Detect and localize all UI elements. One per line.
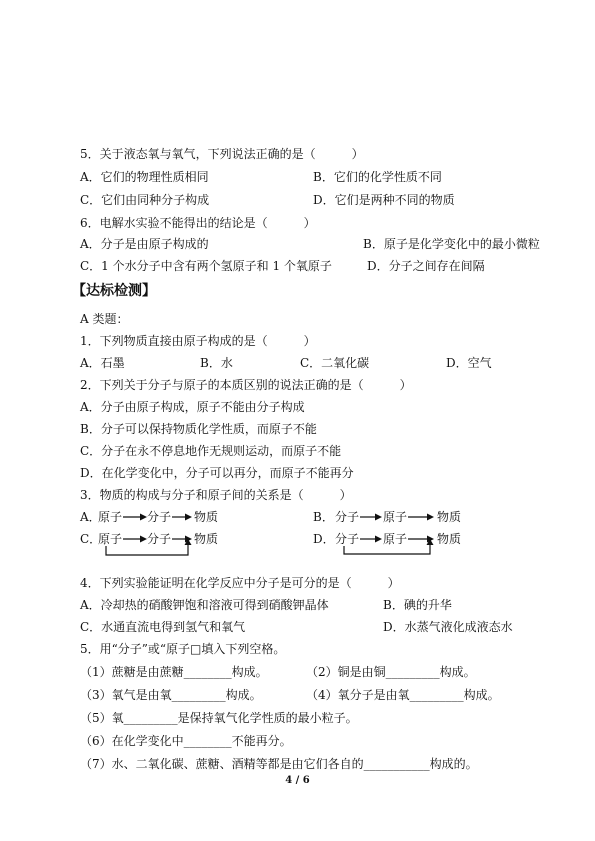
q4-option-b: B．碘的升华 <box>383 598 452 612</box>
question-5-stem: 5．关于液态氧与氧气，下列说法正确的是（ ） <box>80 147 364 161</box>
arrow-right-icon <box>123 512 147 522</box>
q6-option-b: B．原子是化学变化中的最小微粒 <box>363 237 540 251</box>
fill-item-4: （4）氧分子是由氧_________构成。 <box>306 688 500 702</box>
question-4-stem: 4．下列实验能证明在化学反应中分子是可分的是（ ） <box>80 576 400 590</box>
q3-option-a-label: A． <box>80 510 101 524</box>
q5-option-d: D．它们是两种不同的物质 <box>313 193 455 207</box>
bypass-arrow-icon <box>338 540 438 556</box>
q3d-molecule: 分子 <box>335 532 360 546</box>
q3c-atom: 原子 <box>98 532 123 546</box>
q4-option-d: D．水蒸气液化成液态水 <box>383 620 513 634</box>
q5-option-a: A．它们的物理性质相同 <box>80 170 209 184</box>
fill-item-5: （5）氧_________是保持氧气化学性质的最小粒子。 <box>80 711 358 725</box>
q3-option-b-label: B． <box>313 510 334 524</box>
q3a-matter: 物质 <box>194 510 219 524</box>
q1-option-a: A．石墨 <box>80 356 125 370</box>
q4-option-a: A．冷却热的硝酸钾饱和溶液可得到硝酸钾晶体 <box>80 598 329 612</box>
q3b-atom: 原子 <box>383 510 408 524</box>
q3-option-d-label: D． <box>313 532 335 546</box>
q3c-matter: 物质 <box>194 532 219 546</box>
fill-item-6: （6）在化学变化中________不能再分。 <box>80 734 292 748</box>
q6-option-a: A．分子是由原子构成的 <box>80 237 209 251</box>
question-5-fill-stem: 5．用“分子”或“原子□填入下列空格。 <box>80 642 286 656</box>
arrow-right-icon <box>360 512 382 522</box>
q2-option-b: B．分子可以保持物质化学性质，而原子不能 <box>80 422 317 436</box>
section-title: 【达标检测】 <box>72 283 156 299</box>
arrow-right-icon <box>172 512 192 522</box>
q1-option-d: D．空气 <box>446 356 492 370</box>
q3a-atom: 原子 <box>98 510 123 524</box>
fill-item-7: （7）水、二氧化碳、蔗糖、酒精等都是由它们各自的___________构成的。 <box>80 757 478 771</box>
arrow-right-icon <box>408 512 434 522</box>
fill-item-3: （3）氧气是由氧_________构成。 <box>80 688 262 702</box>
q3-option-c-label: C． <box>80 532 102 546</box>
q4-option-c: C．水通直流电得到氢气和氧气 <box>80 620 246 634</box>
q2-option-a: A．分子由原子构成，原子不能由分子构成 <box>80 400 305 414</box>
question-3-stem: 3．物质的构成与分子和原子间的关系是（ ） <box>80 488 352 502</box>
q5-option-c: C．它们由同种分子构成 <box>80 193 210 207</box>
page-number: 4 / 6 <box>285 775 310 786</box>
q3a-molecule: 分子 <box>147 510 172 524</box>
q3d-matter: 物质 <box>437 532 462 546</box>
question-2-stem: 2．下列关于分子与原子的本质区别的说法正确的是（ ） <box>80 378 412 392</box>
q3c-molecule: 分子 <box>147 532 172 546</box>
q3b-molecule: 分子 <box>335 510 360 524</box>
q3d-atom: 原子 <box>383 532 408 546</box>
bypass-arrow-icon <box>100 540 196 558</box>
q6-option-d: D．分子之间存在间隔 <box>367 259 485 273</box>
q2-option-d: D．在化学变化中，分子可以再分，而原子不能再分 <box>80 466 354 480</box>
question-1-stem: 1．下列物质直接由原子构成的是（ ） <box>80 334 316 348</box>
q5-option-b: B．它们的化学性质不同 <box>313 170 442 184</box>
q2-option-c: C．分子在永不停息地作无规则运动，而原子不能 <box>80 444 342 458</box>
q1-option-b: B．水 <box>200 356 233 370</box>
question-6-stem: 6．电解水实验不能得出的结论是（ ） <box>80 216 316 230</box>
q3b-matter: 物质 <box>437 510 462 524</box>
q1-option-c: C．二氧化碳 <box>300 356 370 370</box>
q6-option-c: C．1 个水分子中含有两个氢原子和 1 个氧原子 <box>80 259 332 273</box>
fill-item-1: （1）蔗糖是由蔗糖________构成。 <box>80 665 268 679</box>
section-subtitle: A 类题： <box>80 312 129 326</box>
fill-item-2: （2）铜是由铜_________构成。 <box>306 665 476 679</box>
